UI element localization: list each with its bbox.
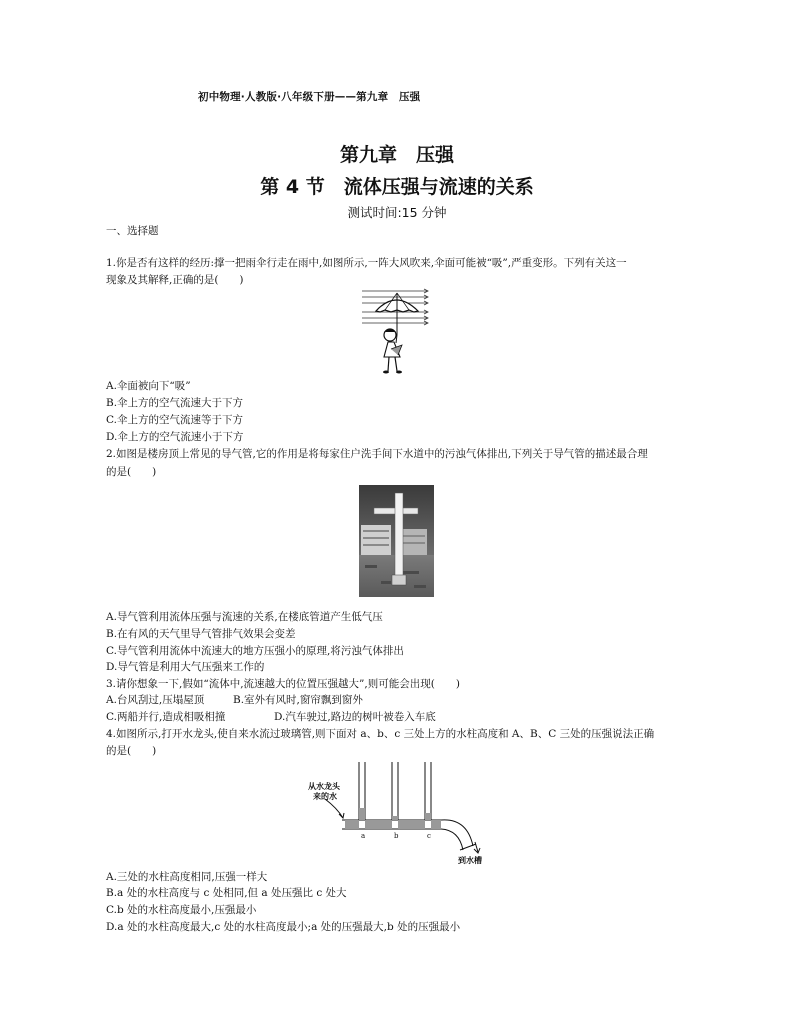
- q2-option-c: C.导气管利用流体中流速大的地方压强小的原理,将污浊气体排出: [106, 645, 404, 657]
- q1-option-d: D.伞上方的空气流速小于下方: [106, 431, 244, 443]
- label-a: a: [361, 832, 366, 840]
- label-b: b: [394, 832, 399, 840]
- q4-option-c: C.b 处的水柱高度最小,压强最小: [106, 904, 257, 916]
- q4-stem-line2: 的是( ): [106, 745, 157, 757]
- outlet-label: 到水槽: [458, 856, 482, 865]
- label-c: c: [427, 832, 431, 840]
- q2-option-d: D.导气管是利用大气压强来工作的: [106, 661, 265, 673]
- q4-stem-line1: 4.如图所示,打开水龙头,使自来水流过玻璃管,则下面对 a、b、c 三处上方的水柱高度和 A、B、C 三处的压强说法正确: [106, 728, 655, 740]
- section-title: 第 4 节 流体压强与流速的关系: [260, 176, 534, 198]
- q3-option-c: C.两船并行,造成相吸相撞: [106, 711, 226, 723]
- q1-option-b: B.伞上方的空气流速大于下方: [106, 397, 244, 409]
- water-tube-figure: [305, 762, 505, 867]
- chapter-title: 第九章 压强: [339, 144, 454, 166]
- vent-pipe-photo: [359, 485, 434, 597]
- q1-stem-line2: 现象及其解释,正确的是( ): [106, 274, 244, 286]
- inlet-label-line2: 来的水: [313, 792, 337, 801]
- q1-option-c: C.伞上方的空气流速等于下方: [106, 414, 243, 426]
- q4-option-b: B.a 处的水柱高度与 c 处相同,但 a 处压强比 c 处大: [106, 887, 347, 899]
- q3-stem: 3.请你想象一下,假如“流体中,流速越大的位置压强越大”,则可能会出现( ): [106, 678, 460, 690]
- q2-option-a: A.导气管利用流体压强与流速的关系,在楼底管道产生低气压: [106, 611, 383, 623]
- test-time: 测试时间:15 分钟: [347, 205, 447, 220]
- q3-option-b: B.室外有风时,窗帘飘到窗外: [233, 694, 363, 706]
- q4-option-a: A.三处的水柱高度相同,压强一样大: [106, 871, 268, 883]
- section-label: 一、选择题: [106, 225, 159, 237]
- umbrella-wind-figure: [358, 285, 434, 377]
- q2-option-b: B.在有风的天气里导气管排气效果会变差: [106, 628, 296, 640]
- q1-stem-line1: 1.你是否有这样的经历:撑一把雨伞行走在雨中,如图所示,一阵大风吹来,伞面可能被“吸”,严重变形。下列有关这一: [106, 257, 627, 269]
- q4-option-d: D.a 处的水柱高度最大,c 处的水柱高度最小;a 处的压强最大,b 处的压强最小: [106, 921, 461, 933]
- q2-stem-line2: 的是( ): [106, 466, 157, 478]
- q3-option-a: A.台风刮过,压塌屋顶: [106, 694, 205, 706]
- q3-option-d: D.汽车驶过,路边的树叶被卷入车底: [274, 711, 436, 723]
- inlet-label-line1: 从水龙头: [308, 782, 340, 791]
- breadcrumb: 初中物理·人教版·八年级下册——第九章 压强: [198, 91, 421, 103]
- q2-stem-line1: 2.如图是楼房顶上常见的导气管,它的作用是将每家住户洗手间下水道中的污浊气体排出,下列关于导气管的描述最合理: [106, 448, 648, 460]
- q1-option-a: A.伞面被向下“吸”: [106, 380, 191, 392]
